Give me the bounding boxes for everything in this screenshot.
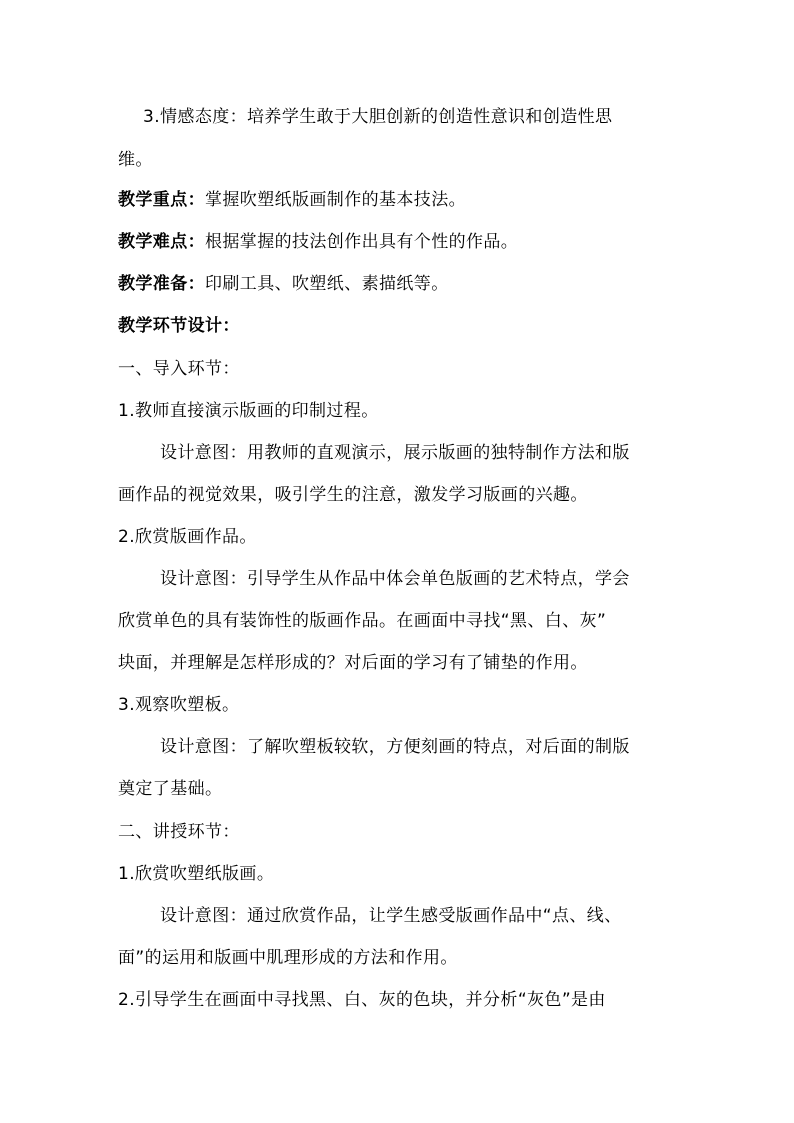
item-appreciate-prints: 2.欣赏版画作品。 xyxy=(118,527,257,547)
design-intent-4-cont: 面”的运用和版画中肌理形成的方法和作用。 xyxy=(118,948,458,968)
paragraph-emotion-attitude: 3.情感态度：培养学生敢于大胆创新的创造性意识和创造性思 xyxy=(143,107,613,127)
teaching-difficulty xyxy=(118,230,518,254)
item-teacher-demo: 1.教师直接演示版画的印制过程。 xyxy=(118,401,379,421)
section-introduction: 一、导入环节： xyxy=(118,359,240,379)
teaching-focus-text: 掌握吹塑纸版画制作的基本技法。 xyxy=(205,190,466,210)
design-intent-1: 设计意图：用教师的直观演示，展示版画的独特制作方法和版 xyxy=(160,443,630,463)
design-intent-1-cont: 画作品的视觉效果，吸引学生的注意，激发学习版画的兴趣。 xyxy=(118,485,588,505)
item-observe-board: 3.观察吹塑板。 xyxy=(118,695,240,715)
design-intent-2-cont-1: 欣赏单色的具有装饰性的版画作品。在画面中寻找“黑、白、灰” xyxy=(118,611,607,631)
item-appreciate-foam-prints: 1.欣赏吹塑纸版画。 xyxy=(118,864,275,884)
design-intent-2: 设计意图：引导学生从作品中体会单色版画的艺术特点，学会 xyxy=(160,569,630,589)
design-intent-2-cont-2: 块面，并理解是怎样形成的？对后面的学习有了铺垫的作用。 xyxy=(118,653,588,673)
teaching-focus-label: 教学重点： xyxy=(118,190,205,210)
teaching-design-label: 教学环节设计： xyxy=(118,316,240,336)
paragraph-emotion-attitude-cont: 维。 xyxy=(118,150,153,170)
teaching-difficulty-text: 根据掌握的技法创作出具有个性的作品。 xyxy=(205,232,519,252)
section-teaching: 二、讲授环节： xyxy=(118,822,240,842)
teaching-preparation-text: 印刷工具、吹塑纸、素描纸等。 xyxy=(205,274,449,294)
design-intent-3-cont: 奠定了基础。 xyxy=(118,779,223,799)
teaching-preparation xyxy=(118,272,449,296)
item-find-color-blocks: 2.引导学生在画面中寻找黑、白、灰的色块，并分析“灰色”是由 xyxy=(118,990,606,1010)
design-intent-4: 设计意图：通过欣赏作品，让学生感受版画作品中“点、线、 xyxy=(160,906,622,926)
teaching-preparation-label: 教学准备： xyxy=(118,274,205,294)
design-intent-3: 设计意图：了解吹塑板较软，方便刻画的特点，对后面的制版 xyxy=(160,737,630,757)
teaching-design-heading xyxy=(118,314,240,338)
teaching-focus xyxy=(118,188,466,212)
teaching-difficulty-label: 教学难点： xyxy=(118,232,205,252)
